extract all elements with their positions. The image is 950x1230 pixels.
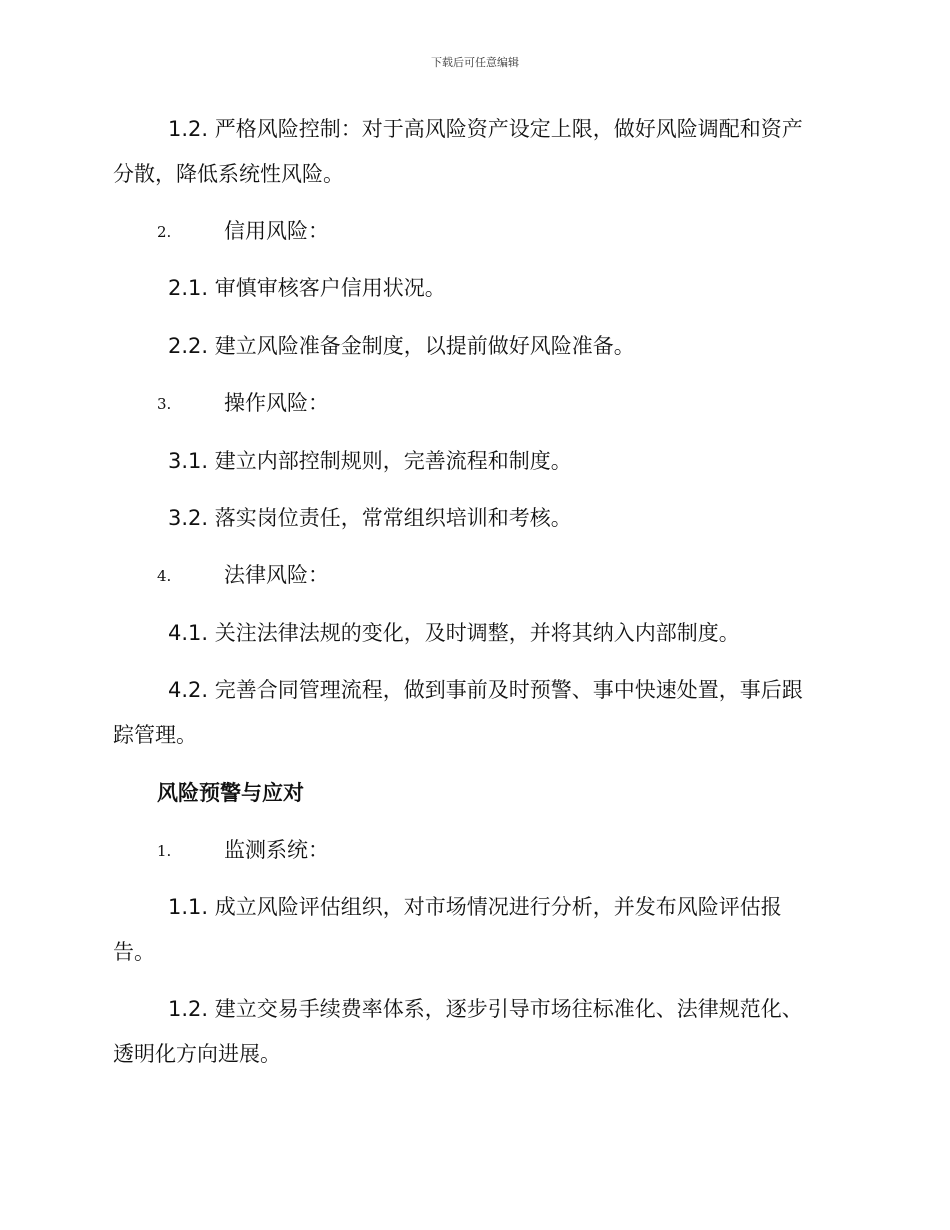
- paragraph-1-2-line-1: 1.2. 严格风险控制：对于高风险资产设定上限，做好风险调配和资产: [168, 117, 803, 141]
- item-number-4: 4.: [157, 567, 172, 585]
- paragraph-1-2b-line-1: 1.2. 建立交易手续费率体系，逐步引导市场往标准化、法律规范化、: [168, 997, 803, 1021]
- paragraph-2-2: 2.2. 建立风险准备金制度，以提前做好风险准备。: [168, 334, 635, 358]
- page-header: 下载后可任意编辑: [431, 56, 519, 69]
- paragraph-4-1: 4.1. 关注法律法规的变化，及时调整，并将其纳入内部制度。: [168, 621, 740, 645]
- item-number-3: 3.: [157, 395, 172, 413]
- paragraph-1-2b-line-2: 透明化方向进展。: [113, 1042, 281, 1066]
- paragraph-2-1: 2.1. 审慎审核客户信用状况。: [168, 276, 446, 300]
- paragraph-3-1: 3.1. 建立内部控制规则，完善流程和制度。: [168, 449, 572, 473]
- item-title-legal-risk: 法律风险：: [224, 563, 329, 587]
- paragraph-1-1-line-2: 告。: [113, 940, 155, 964]
- paragraph-3-2: 3.2. 落实岗位责任，常常组织培训和考核。: [168, 506, 572, 530]
- paragraph-4-2-line-1: 4.2. 完善合同管理流程，做到事前及时预警、事中快速处置，事后跟: [168, 678, 803, 702]
- item-number-2: 2.: [157, 223, 172, 241]
- section-heading: 风险预警与应对: [157, 781, 304, 805]
- paragraph-1-2-line-2: 分散，降低系统性风险。: [113, 162, 344, 186]
- item-title-credit-risk: 信用风险：: [224, 219, 329, 243]
- item-number-1: 1.: [157, 842, 172, 860]
- paragraph-1-1-line-1: 1.1. 成立风险评估组织，对市场情况进行分析，并发布风险评估报: [168, 895, 782, 919]
- item-title-operational-risk: 操作风险：: [224, 391, 329, 415]
- item-title-monitoring-system: 监测系统：: [224, 838, 329, 862]
- paragraph-4-2-line-2: 踪管理。: [113, 723, 197, 747]
